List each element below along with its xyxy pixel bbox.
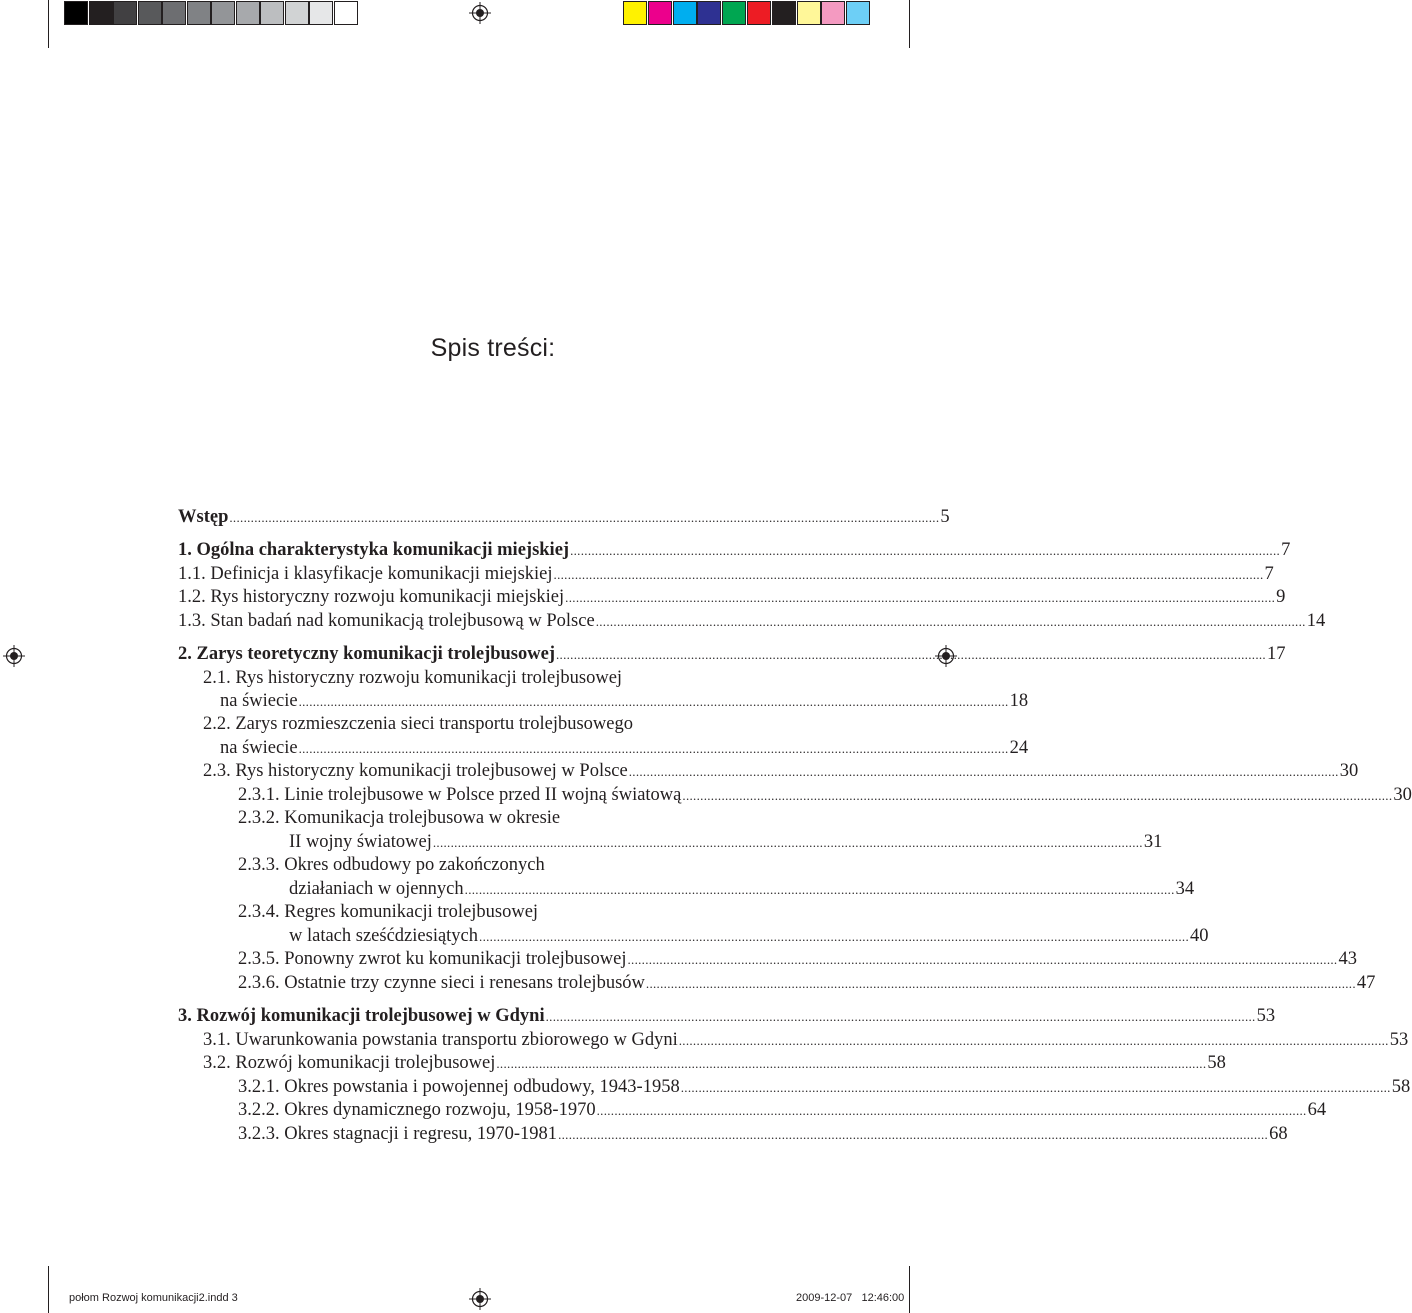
- color-swatch: [797, 1, 821, 25]
- gray-swatch: [334, 1, 358, 25]
- toc-leader-dots: ........................................................................................................................................................................................................: [627, 952, 1338, 967]
- toc-entry: [178, 643, 1286, 666]
- toc-page-number: 53: [1389, 1030, 1409, 1050]
- gray-swatch: [187, 1, 211, 25]
- toc-entry-title: Wstęp: [178, 507, 229, 527]
- slug-filename: połom Rozwoj komunikacji2.indd 3: [69, 1292, 238, 1304]
- toc-entry-title: 2.3.3. Okres odbudowy po zakończonych: [238, 855, 545, 875]
- toc-entry-title: 1.3. Stan badań nad komunikacją trolejbusową w Polsce: [178, 611, 595, 631]
- registration-mark-icon: [469, 2, 491, 24]
- toc-entry: [238, 784, 1412, 807]
- toc-entry: [178, 539, 1291, 562]
- gray-swatch: [113, 1, 137, 25]
- toc-entry-title: 2.1. Rys historyczny rozwoju komunikacji trolejbusowej: [203, 668, 623, 688]
- toc-leader-dots: ........................................................................................................................................................................................................: [682, 788, 1393, 803]
- toc-entry: [203, 1052, 1226, 1075]
- toc-entry: [238, 1099, 1327, 1122]
- crop-mark-top-left: [48, 0, 49, 48]
- toc-page-number: 53: [1256, 1006, 1276, 1026]
- slug-date: 2009-12-07: [796, 1292, 853, 1304]
- toc-entry-title: 2.3.1. Linie trolejbusowe w Polsce przed II wojną światową: [238, 785, 682, 805]
- toc-leader-dots: ........................................................................................................................................................................................................: [570, 543, 1281, 558]
- toc-leader-dots: ........................................................................................................................................................................................................: [645, 976, 1356, 991]
- gray-swatch: [260, 1, 284, 25]
- color-swatch: [846, 1, 870, 25]
- gray-swatch: [236, 1, 260, 25]
- toc-leader-dots: ........................................................................................................................................................................................................: [558, 1127, 1269, 1142]
- toc-entry: [238, 1076, 1411, 1099]
- crop-mark-bottom-right: [909, 1266, 910, 1313]
- toc-page-number: 30: [1393, 785, 1412, 805]
- color-swatch: [673, 1, 697, 25]
- toc-leader-dots: ........................................................................................................................................................................................................: [680, 1080, 1391, 1095]
- gray-swatch: [138, 1, 162, 25]
- toc-entry-title: 3.1. Uwarunkowania powstania transportu zbiorowego w Gdyni: [203, 1030, 678, 1050]
- toc-leader-dots: ........................................................................................................................................................................................................: [479, 929, 1190, 944]
- toc-entry-title: 2.3.6. Ostatnie trzy czynne sieci i renesans trolejbusów: [238, 973, 645, 993]
- toc-leader-dots: ........................................................................................................................................................................................................: [553, 567, 1264, 582]
- toc-leader-dots: ........................................................................................................................................................................................................: [565, 590, 1276, 605]
- toc-page-number: 43: [1338, 949, 1357, 969]
- color-swatch: [697, 1, 721, 25]
- color-swatch: [623, 1, 647, 25]
- toc-page-number: 58: [1391, 1077, 1411, 1097]
- toc-entry: [238, 1123, 1288, 1146]
- toc-entry-title: 3.2.1. Okres powstania i powojennej odbudowy, 1943-1958: [238, 1077, 680, 1097]
- page-title: Spis treści:: [430, 334, 556, 362]
- gray-swatch: [64, 1, 88, 25]
- toc-entry: [289, 878, 1195, 901]
- toc-entry-title: 2.3.4. Regres komunikacji trolejbusowej: [238, 902, 539, 922]
- toc-entry-title: 1.2. Rys historyczny rozwoju komunikacji miejskiej: [178, 587, 565, 607]
- gray-swatch: [285, 1, 309, 25]
- toc-entry: [289, 925, 1209, 948]
- color-swatch: [648, 1, 672, 25]
- toc-page-number: 40: [1190, 926, 1209, 946]
- registration-mark-icon: [3, 645, 25, 667]
- toc-entry-title: 3. Rozwój komunikacji trolejbusowej w Gdyni: [178, 1006, 545, 1026]
- toc-entry-title: 2.3.2. Komunikacja trolejbusowa w okresie: [238, 808, 561, 828]
- color-swatch: [747, 1, 771, 25]
- toc-leader-dots: ........................................................................................................................................................................................................: [628, 764, 1339, 779]
- slug-time: 12:46:00: [861, 1292, 905, 1304]
- toc-leader-dots: ........................................................................................................................................................................................................: [545, 1009, 1256, 1024]
- toc-entry-title: 2.3. Rys historyczny komunikacji trolejbusowej w Polsce: [203, 761, 628, 781]
- slug-timestamp: [796, 1292, 904, 1304]
- toc-entry: [178, 1005, 1276, 1028]
- registration-mark-icon: [469, 1288, 491, 1310]
- toc-entry-title: II wojny światowej: [289, 832, 432, 852]
- toc-page-number: 14: [1306, 611, 1326, 631]
- toc-page-number: 34: [1175, 879, 1195, 899]
- toc-page-number: 18: [1009, 691, 1029, 711]
- toc-leader-dots: ........................................................................................................................................................................................................: [432, 835, 1143, 850]
- toc-page-number: 47: [1356, 973, 1376, 993]
- toc-entry: [238, 948, 1357, 971]
- toc-entry: [238, 972, 1376, 995]
- toc-page-number: 17: [1266, 644, 1286, 664]
- toc-entry-title: na świecie: [220, 738, 298, 758]
- toc-entry-title: 2.3.5. Ponowny zwrot ku komunikacji trolejbusowej: [238, 949, 627, 969]
- toc-leader-dots: ........................................................................................................................................................................................................: [496, 1056, 1207, 1071]
- toc-page-number: 64: [1307, 1100, 1327, 1120]
- crop-mark-top-right: [909, 0, 910, 48]
- toc-leader-dots: ........................................................................................................................................................................................................: [595, 614, 1306, 629]
- toc-page-number: 7: [1264, 564, 1274, 584]
- toc-entry-title: 3.2.3. Okres stagnacji i regresu, 1970-1981: [238, 1124, 558, 1144]
- toc-leader-dots: ........................................................................................................................................................................................................: [298, 694, 1009, 709]
- toc-entry: [203, 1029, 1409, 1052]
- toc-entry: [178, 506, 950, 529]
- crop-mark-bottom-left: [48, 1266, 49, 1313]
- toc-entry-title: działaniach w ojennych: [289, 879, 464, 899]
- toc-entry-title: 2.2. Zarys rozmieszczenia sieci transportu trolejbusowego: [203, 714, 633, 734]
- toc-page-number: 5: [940, 507, 950, 527]
- toc-entry: [289, 831, 1163, 854]
- toc-entry-title: 3.2. Rozwój komunikacji trolejbusowej: [203, 1053, 496, 1073]
- toc-page-number: 31: [1143, 832, 1163, 852]
- toc-entry: [178, 610, 1326, 633]
- color-swatch: [722, 1, 746, 25]
- toc-page-number: 24: [1009, 738, 1029, 758]
- toc-leader-dots: ........................................................................................................................................................................................................: [555, 647, 1266, 662]
- toc-entry: [178, 586, 1286, 609]
- toc-leader-dots: ........................................................................................................................................................................................................: [678, 1033, 1389, 1048]
- toc-leader-dots: ........................................................................................................................................................................................................: [464, 882, 1175, 897]
- toc-entry: [220, 737, 1029, 760]
- toc-entry-title: 3.2.2. Okres dynamicznego rozwoju, 1958-1970: [238, 1100, 596, 1120]
- toc-entry-title: 1. Ogólna charakterystyka komunikacji miejskiej: [178, 540, 570, 560]
- toc-leader-dots: ........................................................................................................................................................................................................: [298, 741, 1009, 756]
- toc-leader-dots: ........................................................................................................................................................................................................: [229, 510, 940, 525]
- toc-entry-title: na świecie: [220, 691, 298, 711]
- gray-swatch: [89, 1, 113, 25]
- toc-page-number: 30: [1339, 761, 1359, 781]
- toc-page-number: 58: [1207, 1053, 1226, 1073]
- toc-entry: [178, 563, 1274, 586]
- gray-swatch: [162, 1, 186, 25]
- gray-swatch: [211, 1, 235, 25]
- toc-entry: [220, 690, 1029, 713]
- gray-swatch: [309, 1, 333, 25]
- toc-entry-title: 1.1. Definicja i klasyfikacje komunikacji miejskiej: [178, 564, 553, 584]
- color-swatch: [821, 1, 845, 25]
- toc-page-number: 68: [1269, 1124, 1288, 1144]
- toc-entry: [203, 760, 1359, 783]
- toc-leader-dots: ........................................................................................................................................................................................................: [596, 1103, 1307, 1118]
- toc-page-number: 7: [1281, 540, 1291, 560]
- toc-page-number: 9: [1276, 587, 1286, 607]
- color-swatch: [772, 1, 796, 25]
- toc-entry-title: w latach sześćdziesiątych: [289, 926, 479, 946]
- toc-entry-title: 2. Zarys teoretyczny komunikacji trolejbusowej: [178, 644, 555, 664]
